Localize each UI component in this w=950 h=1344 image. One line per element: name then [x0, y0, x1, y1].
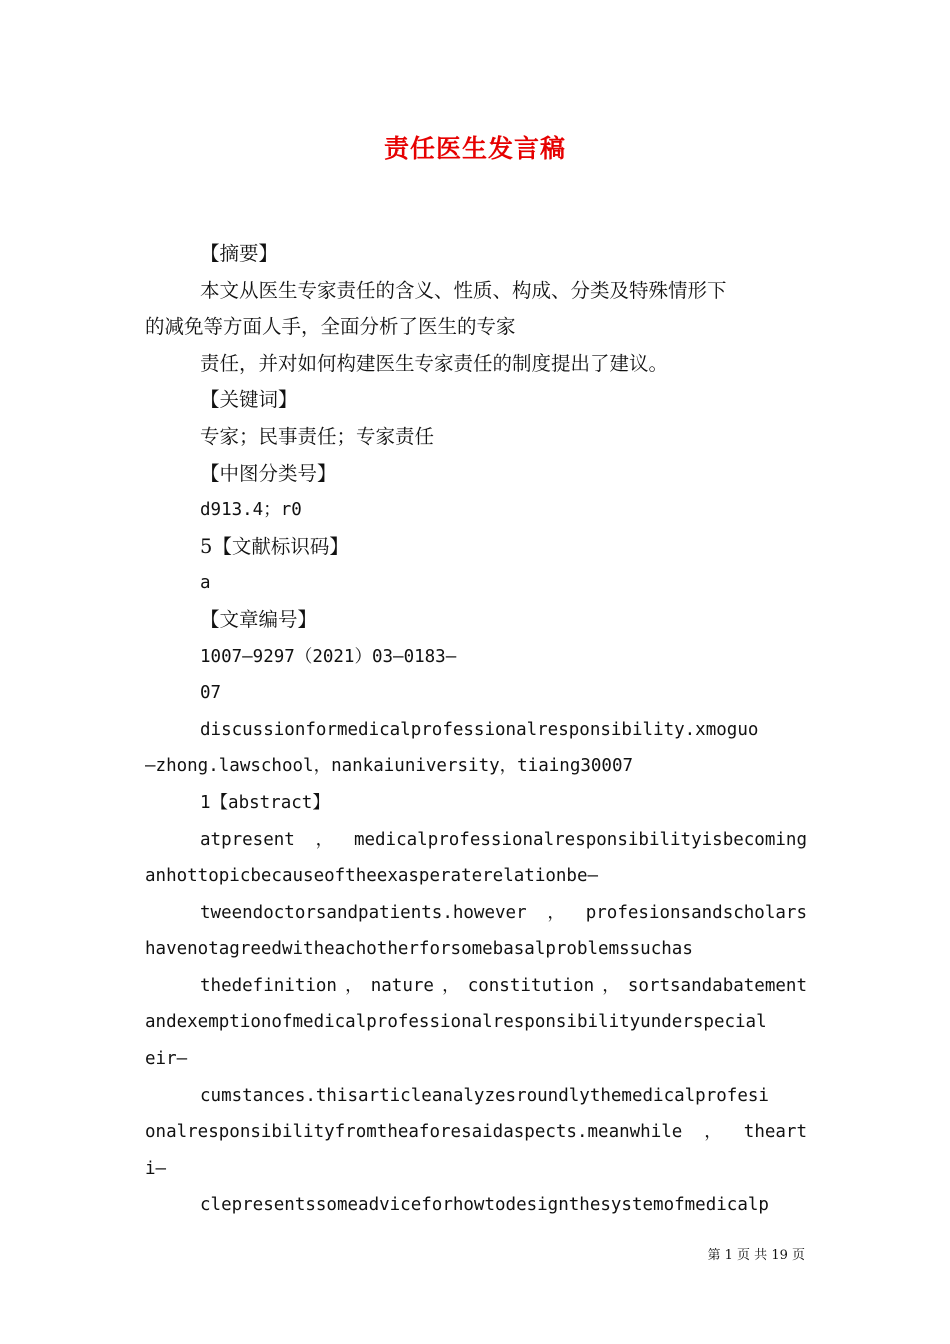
text-line: 专家；民事责任；专家责任: [200, 424, 435, 448]
text-line: tweendoctorsandpatients.however，profesionsandscholars: [200, 902, 807, 923]
text-line: 【文章编号】: [200, 607, 318, 631]
text-line: anhottopicbecauseoftheexasperaterelationbe—: [145, 866, 599, 887]
text-line: havenotagreedwitheachotherforsomebasalproblemssuchas: [145, 939, 693, 960]
text-line: clepresentssomeadviceforhowtodesignthesystemofmedicalp: [200, 1195, 769, 1216]
document-body: [145, 236, 807, 1224]
text-line: 07: [200, 683, 222, 704]
text-line: onalresponsibilityfromtheaforesaidaspects.meanwhile，theart: [145, 1122, 807, 1143]
text-line: 【摘要】: [200, 242, 279, 265]
text-line: 1【abstract】: [200, 792, 330, 813]
text-line: 【关键词】: [200, 388, 298, 412]
text-line: 的减免等方面人手，全面分析了医生的专家: [145, 315, 516, 339]
text-line: thedefinition，nature，constitution，sortsandabatement: [200, 975, 807, 996]
text-line: andexemptionofmedicalprofessionalresponsibilityunderspecial: [145, 1012, 767, 1033]
text-line: —zhong.lawschool，nankaiuniversity，tiaing30007: [145, 756, 634, 777]
page-number: 第 1 页 共 19 页: [707, 1248, 805, 1263]
text-line: eir—: [145, 1049, 188, 1070]
text-line: 【中图分类号】: [200, 461, 337, 485]
text-line: i—: [145, 1158, 167, 1179]
text-line: 责任，并对如何构建医生专家责任的制度提出了建议。: [200, 351, 669, 375]
page-title: 责任医生发言稿: [383, 134, 566, 163]
text-line: atpresent，medicalprofessionalresponsibilityisbecoming: [200, 829, 807, 850]
text-line: d913.4；r0: [200, 500, 302, 521]
text-line: 5【文献标识码】: [200, 534, 349, 558]
text-line: discussionformedicalprofessionalresponsibility.xmoguo: [200, 719, 759, 740]
text-line: cumstances.thisarticleanalyzesroundlythemedicalprofesi: [200, 1085, 769, 1106]
text-line: 本文从医生专家责任的含义、性质、构成、分类及特殊情形下: [200, 278, 727, 302]
text-line: a: [200, 573, 211, 594]
text-line: 1007—9297（2021）03—0183—: [200, 646, 457, 667]
